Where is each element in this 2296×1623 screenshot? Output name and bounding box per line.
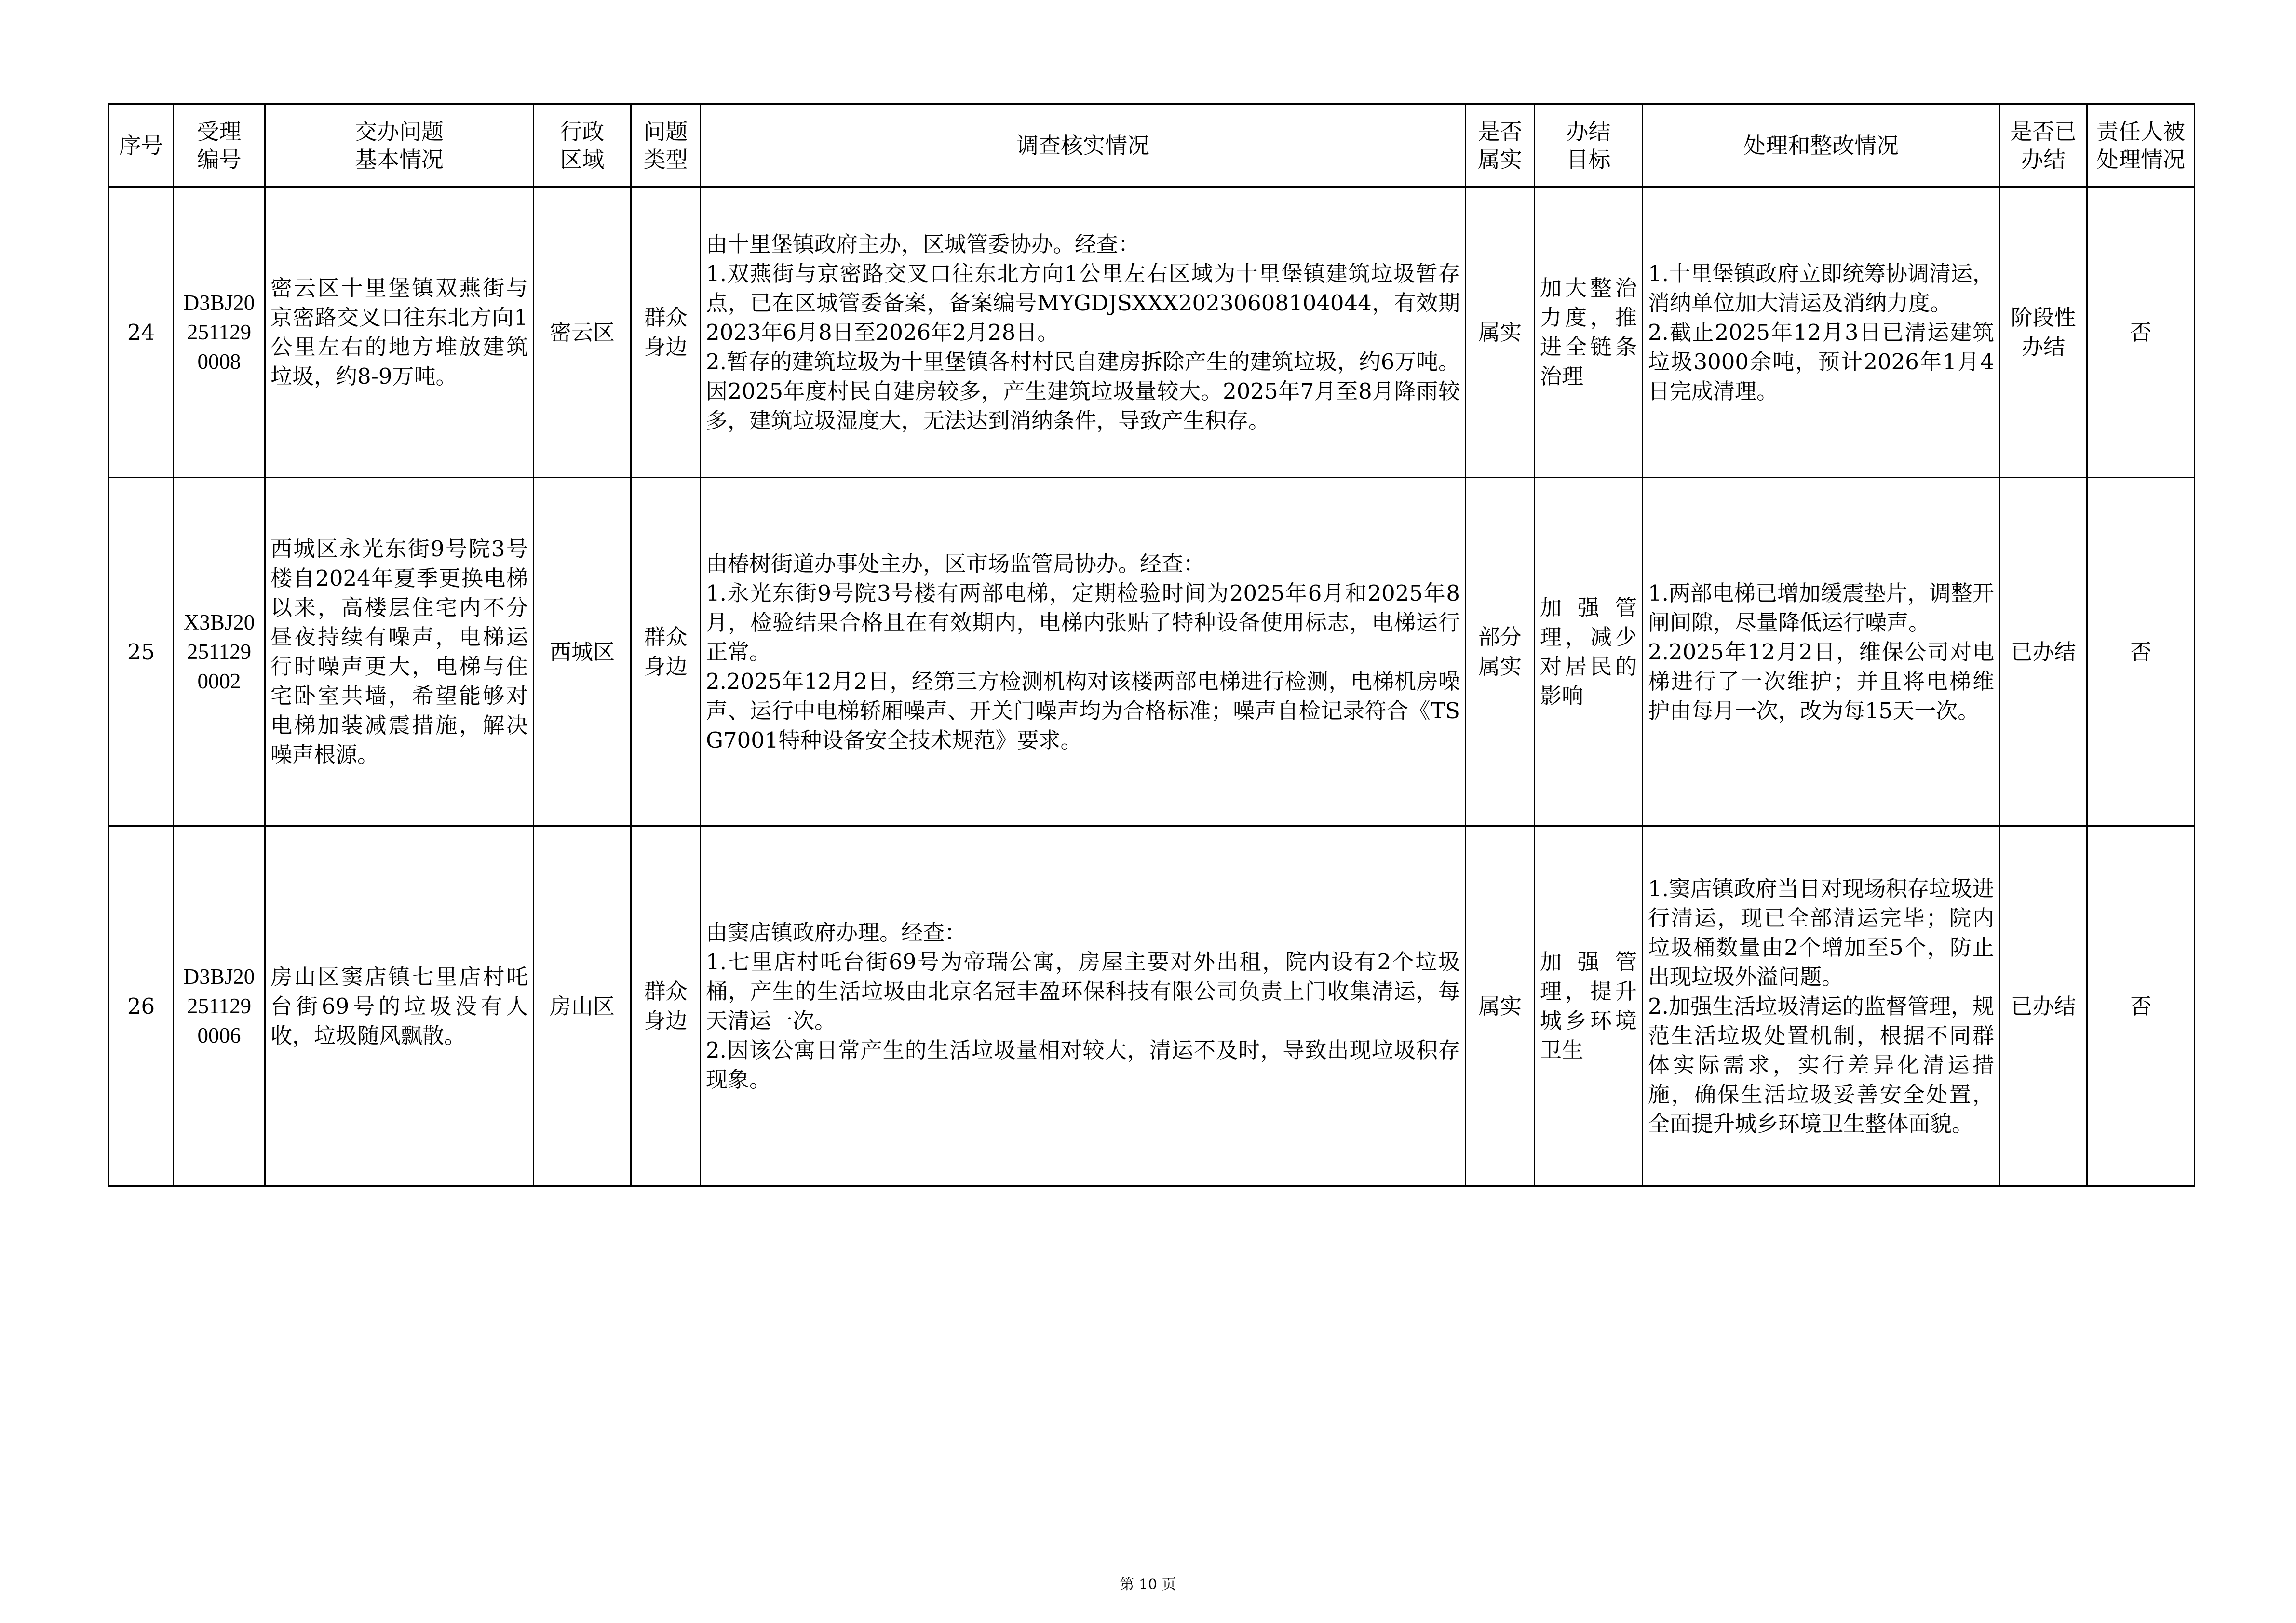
investigation-findings-cell: 由椿树街道办事处主办，区市场监管局协办。经查： 1.永光东街9号院3号楼有两部电梯，定期检验时间为2025年6月和2025年8月，检验结果合格且在有效期内，电梯内张贴了特种设备使用标志，电梯运行正常。 2.2025年12月2日，经第三方检测机构对该楼两部电梯进行检测，电梯机房噪声、运行中电梯轿厢噪声、开关门噪声均为合格标准；噪声自检记录符合《TSG7001特种设备安全技术规范》要求。 [701,478,1466,826]
accountability-cell: 否 [2087,478,2195,826]
table-row [109,478,2195,826]
handling-measures-cell: 1.十里堡镇政府立即统筹协调清运，消纳单位加大清运及消纳力度。 2.截止2025年12月3日已清运建筑垃圾3000余吨，预计2026年1月4日完成清理。 [1643,187,2000,478]
row-number-cell: 24 [109,187,174,478]
closed-status-cell: 已办结 [2000,478,2087,826]
header-row [109,104,2195,187]
handling-measures-cell: 1.两部电梯已增加缓震垫片，调整开闸间隙，尽量降低运行噪声。 2.2025年12月2日，维保公司对电梯进行了一次维护；并且将电梯维护由每月一次，改为每15天一次。 [1643,478,2000,826]
column-header [1643,104,2000,187]
is-true-cell: 部分属实 [1466,478,1535,826]
column-header-label: 调查核实情况 [1016,132,1149,159]
resolution-goal-cell: 加大整治力度，推进全链条治理 [1535,187,1643,478]
column-header-label: 是否已办结 [2010,118,2077,173]
column-header [174,104,265,187]
resolution-goal-cell: 加强管理，减少对居民的影响 [1535,478,1643,826]
closed-status-cell: 阶段性办结 [2000,187,2087,478]
table-row [109,187,2195,478]
is-true-cell: 属实 [1466,826,1535,1186]
district-cell: 密云区 [534,187,631,478]
column-header [2000,104,2087,187]
issue-description-cell: 密云区十里堡镇双燕街与京密路交叉口往东北方向1公里左右的地方堆放建筑垃圾，约8-9万吨。 [265,187,534,478]
row-number-cell: 26 [109,826,174,1186]
column-header-label: 处理和整改情况 [1743,132,1899,159]
page-number: 第 10 页 [1120,1576,1176,1593]
column-header [534,104,631,187]
accountability-cell: 否 [2087,187,2195,478]
table-row [109,826,2195,1186]
district-cell: 房山区 [534,826,631,1186]
accountability-cell: 否 [2087,826,2195,1186]
column-header-label: 序号 [119,132,163,159]
column-header [631,104,701,187]
issue-type-cell: 群众身边 [631,826,701,1186]
column-header [1535,104,1643,187]
column-header [265,104,534,187]
investigation-findings-cell: 由十里堡镇政府主办，区城管委协办。经查： 1.双燕街与京密路交叉口往东北方向1公里左右区域为十里堡镇建筑垃圾暂存点，已在区城管委备案，备案编号MYGDJSXXX20230608104044，有效期2023年6月8日至2026年2月28日。 2.暂存的建筑垃圾为十里堡镇各村村民自建房拆除产生的建筑垃圾，约6万吨。因2025年度村民自建房较多，产生建筑垃圾量较大。2025年7月至8月降雨较多，建筑垃圾湿度大，无法达到消纳条件，导致产生积存。 [701,187,1466,478]
district-cell: 西城区 [534,478,631,826]
handling-measures-cell: 1.窦店镇政府当日对现场积存垃圾进行清运，现已全部清运完毕；院内垃圾桶数量由2个增加至5个，防止出现垃圾外溢问题。 2.加强生活垃圾清运的监督管理，规范生活垃圾处置机制，根据不同群体实际需求，实行差异化清运措施，确保生活垃圾妥善安全处置，全面提升城乡环境卫生整体面貌。 [1643,826,2000,1186]
closed-status-cell: 已办结 [2000,826,2087,1186]
issue-description-cell: 房山区窦店镇七里店村吒台街69号的垃圾没有人收，垃圾随风飘散。 [265,826,534,1186]
column-header [109,104,174,187]
case-id-cell: X3BJ20251129 0002 [174,478,265,826]
column-header-label: 行政区域 [560,118,605,173]
case-id-cell: D3BJ20251129 0008 [174,187,265,478]
issue-type-cell: 群众身边 [631,187,701,478]
column-header [701,104,1466,187]
investigation-findings-cell: 由窦店镇政府办理。经查： 1.七里店村吒台街69号为帝瑞公寓，房屋主要对外出租，院内设有2个垃圾桶，产生的生活垃圾由北京名冠丰盈环保科技有限公司负责上门收集清运，每天清运一次。 2.因该公寓日常产生的生活垃圾量相对较大，清运不及时，导致出现垃圾积存现象。 [701,826,1466,1186]
is-true-cell: 属实 [1466,187,1535,478]
case-id-cell: D3BJ20251129 0006 [174,826,265,1186]
column-header-label: 受理编号 [197,118,242,173]
row-number-cell: 25 [109,478,174,826]
column-header-label: 责任人被处理情况 [2096,118,2185,173]
supervision-table [108,103,2195,1187]
issue-description-cell: 西城区永光东街9号院3号楼自2024年夏季更换电梯以来，高楼层住宅内不分昼夜持续有噪声，电梯运行时噪声更大，电梯与住宅卧室共墙，希望能够对电梯加装减震措施，解决噪声根源。 [265,478,534,826]
issue-type-cell: 群众身边 [631,478,701,826]
column-header [2087,104,2195,187]
column-header [1466,104,1535,187]
column-header-label: 是否属实 [1478,118,1522,173]
resolution-goal-cell: 加强管理，提升城乡环境卫生 [1535,826,1643,1186]
column-header-label: 问题类型 [643,118,688,173]
column-header-label: 交办问题基本情况 [355,118,444,173]
column-header-label: 办结目标 [1566,118,1611,173]
